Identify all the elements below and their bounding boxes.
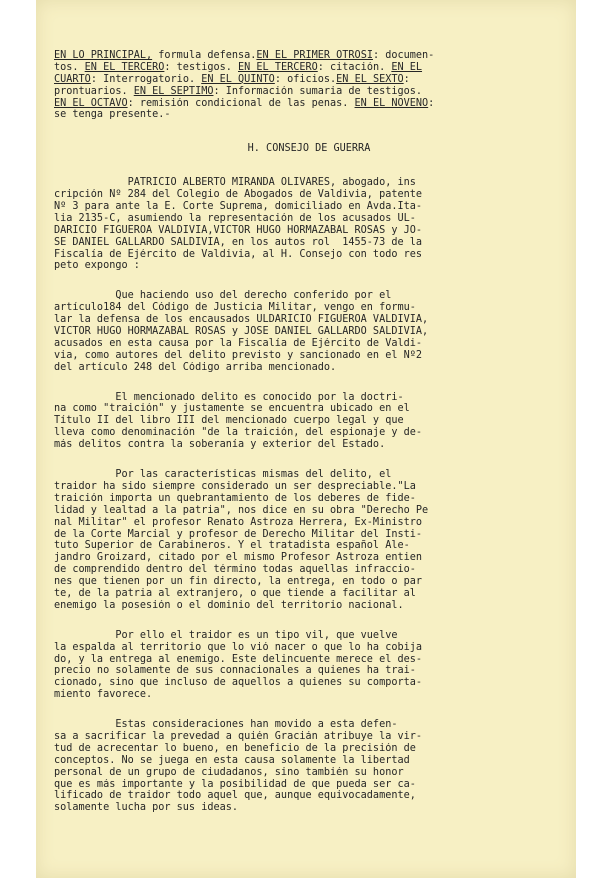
text-line: personal de un grupo de ciudadanos, sino también su honor (54, 766, 404, 778)
sumilla-text: : Información sumaria de testigos. (213, 85, 423, 97)
sumilla-heading: EN LO PRINCIPAL, (54, 50, 153, 61)
sumilla-heading: EN EL OCTAVO (54, 97, 128, 109)
paragraph-intro (54, 177, 544, 272)
text-line: Título II del libro III del mencionado cuerpo legal y que (54, 415, 404, 427)
paragraph-considerations (54, 719, 544, 814)
text-line: Por ello el traidor es un tipo vil, que vuelve (54, 629, 398, 641)
paragraph-vile (54, 630, 544, 701)
text-line: nes que tienen por un fin directo, la entrega, en todo o par (54, 576, 423, 588)
text-line: lia 2135-C, asumiendo la representación de los acusados UL- (54, 212, 416, 224)
text-line: lificado de traidor todo aquel que, aunque equivocadamente, (54, 790, 416, 802)
text-line: lidad y lealtad a la patria", nos dice en su obra "Derecho Pe (54, 504, 429, 516)
text-line: lar la defensa de los encausados ULDARICIO FIGUEROA VALDIVIA, (54, 314, 429, 326)
text-line: via, como autores del delito previsto y sancionado en el Nº2 (54, 349, 423, 361)
sumilla-heading: CUARTO (54, 73, 91, 85)
paragraph-crime (54, 392, 544, 451)
sumilla-text: formula defensa. (152, 50, 257, 61)
text-line: miento favorece. (54, 689, 153, 701)
sumilla-line (54, 74, 544, 86)
sumilla-text: : (428, 97, 435, 109)
text-line: enemigo la posesión o el dominio del territorio nacional. (54, 599, 404, 611)
text-line: Nº 3 para ante la E. Corte Suprema, domiciliado en Avda.Ita- (54, 201, 423, 213)
heading: H. CONSEJO DE GUERRA (247, 143, 371, 155)
text-line: sa a sacrificar la prevedad a quién Gracián atribuye la vir- (54, 730, 423, 742)
text-line: VICTOR HUGO HORMAZABAL ROSAS y JOSE DANIEL GALLARDO SALDIVIA, (54, 326, 429, 338)
sumilla-heading: EN EL PRIMER OTROSI (256, 50, 373, 61)
text-line: de la Corte Marcial y profesor de Derecho Militar del Insti- (54, 528, 423, 540)
text-line: que es más importante y la posibilidad de que pueda ser ca- (54, 778, 416, 790)
text-line: precio no solamente de sus connacionales a quienes ha trai- (54, 665, 416, 677)
text-line: peto expongo : (54, 260, 140, 272)
text-line: más delitos contra la soberanía y exterior del Estado. (54, 439, 386, 451)
text-line: DARICIO FIGUEROA VALDIVIA,VICTOR HUGO HORMAZABAL ROSAS y JO- (54, 224, 423, 236)
text-line: jandro Groizard, citado por el mismo Profesor Astroza entien (54, 552, 423, 564)
text-line: traición importa un quebrantamiento de los deberes de fide- (54, 492, 416, 504)
sumilla-text: se tenga presente.- (54, 109, 171, 121)
text-line: Por las características mismas del delito, el (54, 469, 392, 481)
sumilla-line (54, 109, 544, 121)
sumilla-line (54, 86, 544, 98)
paragraph-traitor (54, 469, 544, 612)
sumilla-text: : remisión condicional de las penas. (127, 97, 355, 109)
sumilla-text: tos. (54, 61, 85, 73)
document-text (54, 50, 544, 814)
text-line: nal Militar" el profesor Renato Astroza Herrera, Ex-Ministro (54, 516, 423, 528)
text-line: acusados en esta causa por la Fiscalía de Ejército de Valdi- (54, 337, 423, 349)
sumilla-line (54, 50, 544, 62)
text-line: traidor ha sido siempre considerado un ser despreciable."La (54, 480, 416, 492)
text-line: conceptos. No se juega en esta causa solamente la libertad (54, 754, 410, 766)
sumilla-heading: EN EL SEPTIMO (133, 85, 214, 97)
text-line: SE DANIEL GALLARDO SALDIVIA, en los autos rol 1455-73 de la (54, 236, 423, 248)
text-line: Fiscalía de Ejército de Valdivia, al H. Consejo con todo res (54, 248, 423, 260)
sumilla-line (54, 62, 544, 74)
text-line: El mencionado delito es conocido por la doctri- (54, 391, 404, 403)
text-line: tuto Superior de Carabineros. Y el tratadista español Ale- (54, 540, 410, 552)
sumilla-line (54, 98, 544, 110)
text-line: la espalda al territorio que lo vió nacer o que lo ha cobija (54, 641, 423, 653)
text-line: cripción Nº 284 del Colegio de Abogados de Valdivia, patente (54, 189, 423, 201)
text-line: de comprendido dentro del término todas aquellas infraccio- (54, 564, 416, 576)
text-line: del artículo 248 del Código arriba mencionado. (54, 361, 337, 373)
text-line: PATRICIO ALBERTO MIRANDA OLIVARES, abogado, ins (54, 177, 416, 189)
sumilla-text: : documen- (372, 50, 435, 61)
sumilla-heading: EN EL NOVENO (354, 97, 429, 109)
text-line: Estas consideraciones han movido a esta defen- (54, 719, 398, 731)
text-line: tud de acrecentar lo bueno, en beneficio de la precisión de (54, 742, 416, 754)
text-line: te, de la patria al extranjero, o que tiende a facilitar al (54, 587, 416, 599)
sumilla-text: : testigos. (164, 61, 239, 73)
sumilla-heading: EN EL SEXTO (336, 73, 404, 85)
sumilla (54, 50, 544, 121)
sumilla-text: : oficios. (274, 73, 337, 85)
text-line: artículo184 del Código de Justicia Militar, vengo en formu- (54, 302, 416, 314)
sumilla-heading: EN EL TERCERO (84, 61, 165, 73)
sumilla-heading: EN EL QUINTO (201, 73, 275, 85)
text-line: cionado, sino que incluso de aquellos a quienes su comporta- (54, 677, 423, 689)
text-line: Que haciendo uso del derecho conferido por el (54, 290, 392, 302)
text-line: solamente lucha por sus ideas. (54, 802, 239, 814)
sumilla-text: : Interrogatorio. (90, 73, 202, 85)
sumilla-text: prontuarios. (54, 85, 134, 97)
paragraph-defense (54, 290, 544, 373)
sumilla-text: : citación. (317, 61, 392, 73)
text-line: do, y la entrega al enemigo. Este delincuente merece el des- (54, 653, 423, 665)
sumilla-heading: EN EL (391, 61, 423, 73)
text-line: na como "traición" y justamente se encuentra ubicado en el (54, 403, 410, 415)
text-line: lleva como denominación "de la traición, del espionaje y de- (54, 427, 423, 439)
sumilla-text: : (403, 73, 410, 85)
sumilla-heading: EN EL TERCERO (238, 61, 318, 73)
